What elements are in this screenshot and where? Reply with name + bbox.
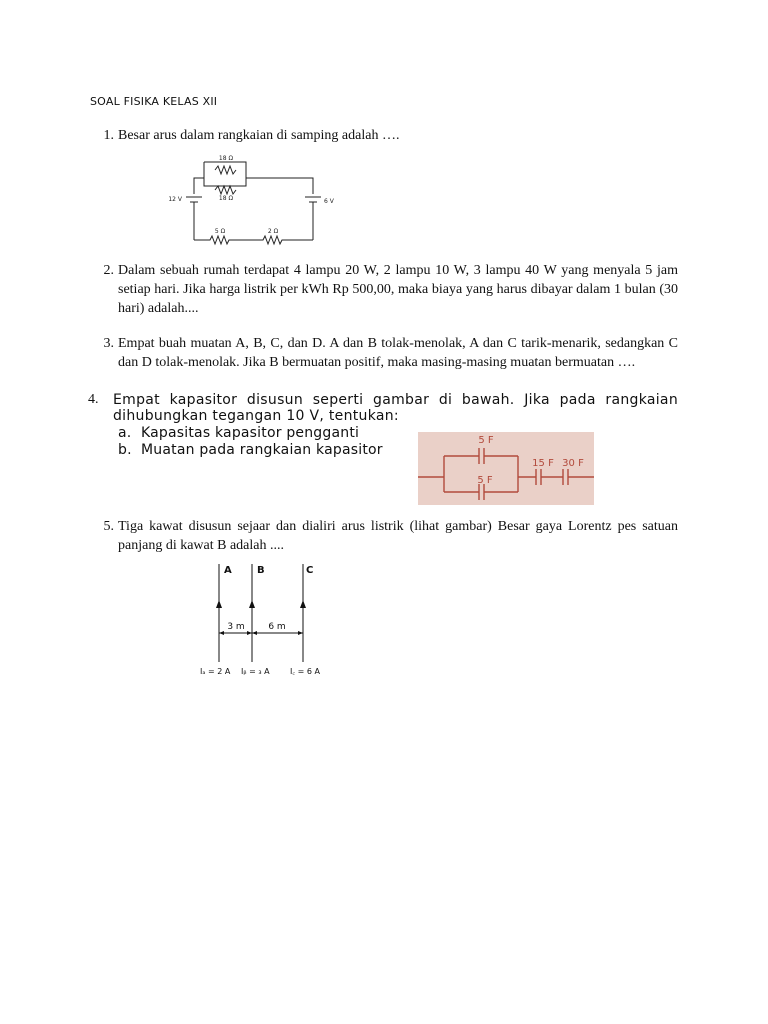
capacitor-bottom-label: 5 F: [477, 475, 493, 486]
question-4: [88, 392, 678, 424]
wire-a-label: A: [224, 565, 232, 576]
question-number: 3.: [103, 336, 114, 351]
circuit-diagram: [160, 150, 340, 250]
resistor-2-label: 2 Ω: [267, 228, 279, 235]
question-text: Tiga kawat disusun sejaar dan dialiri arus listrik (lihat gambar) Besar gaya Lorentz pes satuan panjang di kawat B adalah ....: [118, 519, 678, 553]
question-text: Empat kapasitor disusun seperti gambar di bawah. Jika pada rangkaian dihubungkan tegangan 10 V, tentukan:: [113, 392, 678, 424]
resistor-5-label: 5 Ω: [214, 228, 226, 235]
capacitor-diagram: [418, 432, 594, 505]
current-b-label: Iᵦ = ₃ A: [241, 667, 270, 676]
question-3: [88, 334, 678, 372]
wires-diagram: [196, 560, 336, 685]
capacitor-30-label: 30 F: [562, 458, 584, 469]
capacitor-top-label: 5 F: [478, 435, 494, 446]
question-1: [88, 126, 678, 145]
item-text: Muatan pada rangkaian kapasitor: [141, 442, 383, 458]
document-title: SOAL FISIKA KELAS XII: [90, 95, 218, 108]
question-text: Dalam sebuah rumah terdapat 4 lampu 20 W, 2 lampu 10 W, 3 lampu 40 W yang menyala 5 jam setiap hari. Jika harga listrik per kWh Rp 500,00, maka biaya yang harus dibayar dalam 1 bulan (30 hari) adalah....: [118, 263, 678, 316]
voltage-left-label: 12 V: [168, 196, 182, 203]
question-number: 2.: [103, 263, 114, 278]
wire-c-label: C: [306, 565, 314, 576]
question-text: Empat buah muatan A, B, C, dan D. A dan B tolak-menolak, A dan C tarik-menarik, sedangkan C dan D tolak-menolak. Jika B bermuatan positif, maka masing-masing muatan bermuatan ….: [118, 336, 678, 370]
voltage-right-label: 6 V: [324, 198, 334, 205]
resistor-bottom-label: 18 Ω: [218, 195, 234, 202]
capacitor-15-label: 15 F: [532, 458, 554, 469]
question-number: 5.: [103, 519, 114, 534]
current-c-label: I꜀ = 6 A: [290, 667, 321, 676]
question-text: Besar arus dalam rangkaian di samping adalah ….: [118, 128, 400, 143]
resistor-top-label: 18 Ω: [218, 155, 234, 162]
current-a-label: Iₐ = 2 A: [200, 667, 231, 676]
item-text: Kapasitas kapasitor pengganti: [141, 425, 360, 441]
distance-bc-label: 6 m: [268, 622, 286, 632]
question-2: [88, 261, 678, 318]
distance-ab-label: 3 m: [227, 622, 245, 632]
question-number: 4.: [88, 392, 99, 407]
item-letter: b.: [118, 442, 132, 458]
question-5: [88, 517, 678, 555]
question-number: 1.: [103, 128, 114, 143]
item-letter: a.: [118, 425, 132, 441]
wire-b-label: B: [257, 565, 265, 576]
